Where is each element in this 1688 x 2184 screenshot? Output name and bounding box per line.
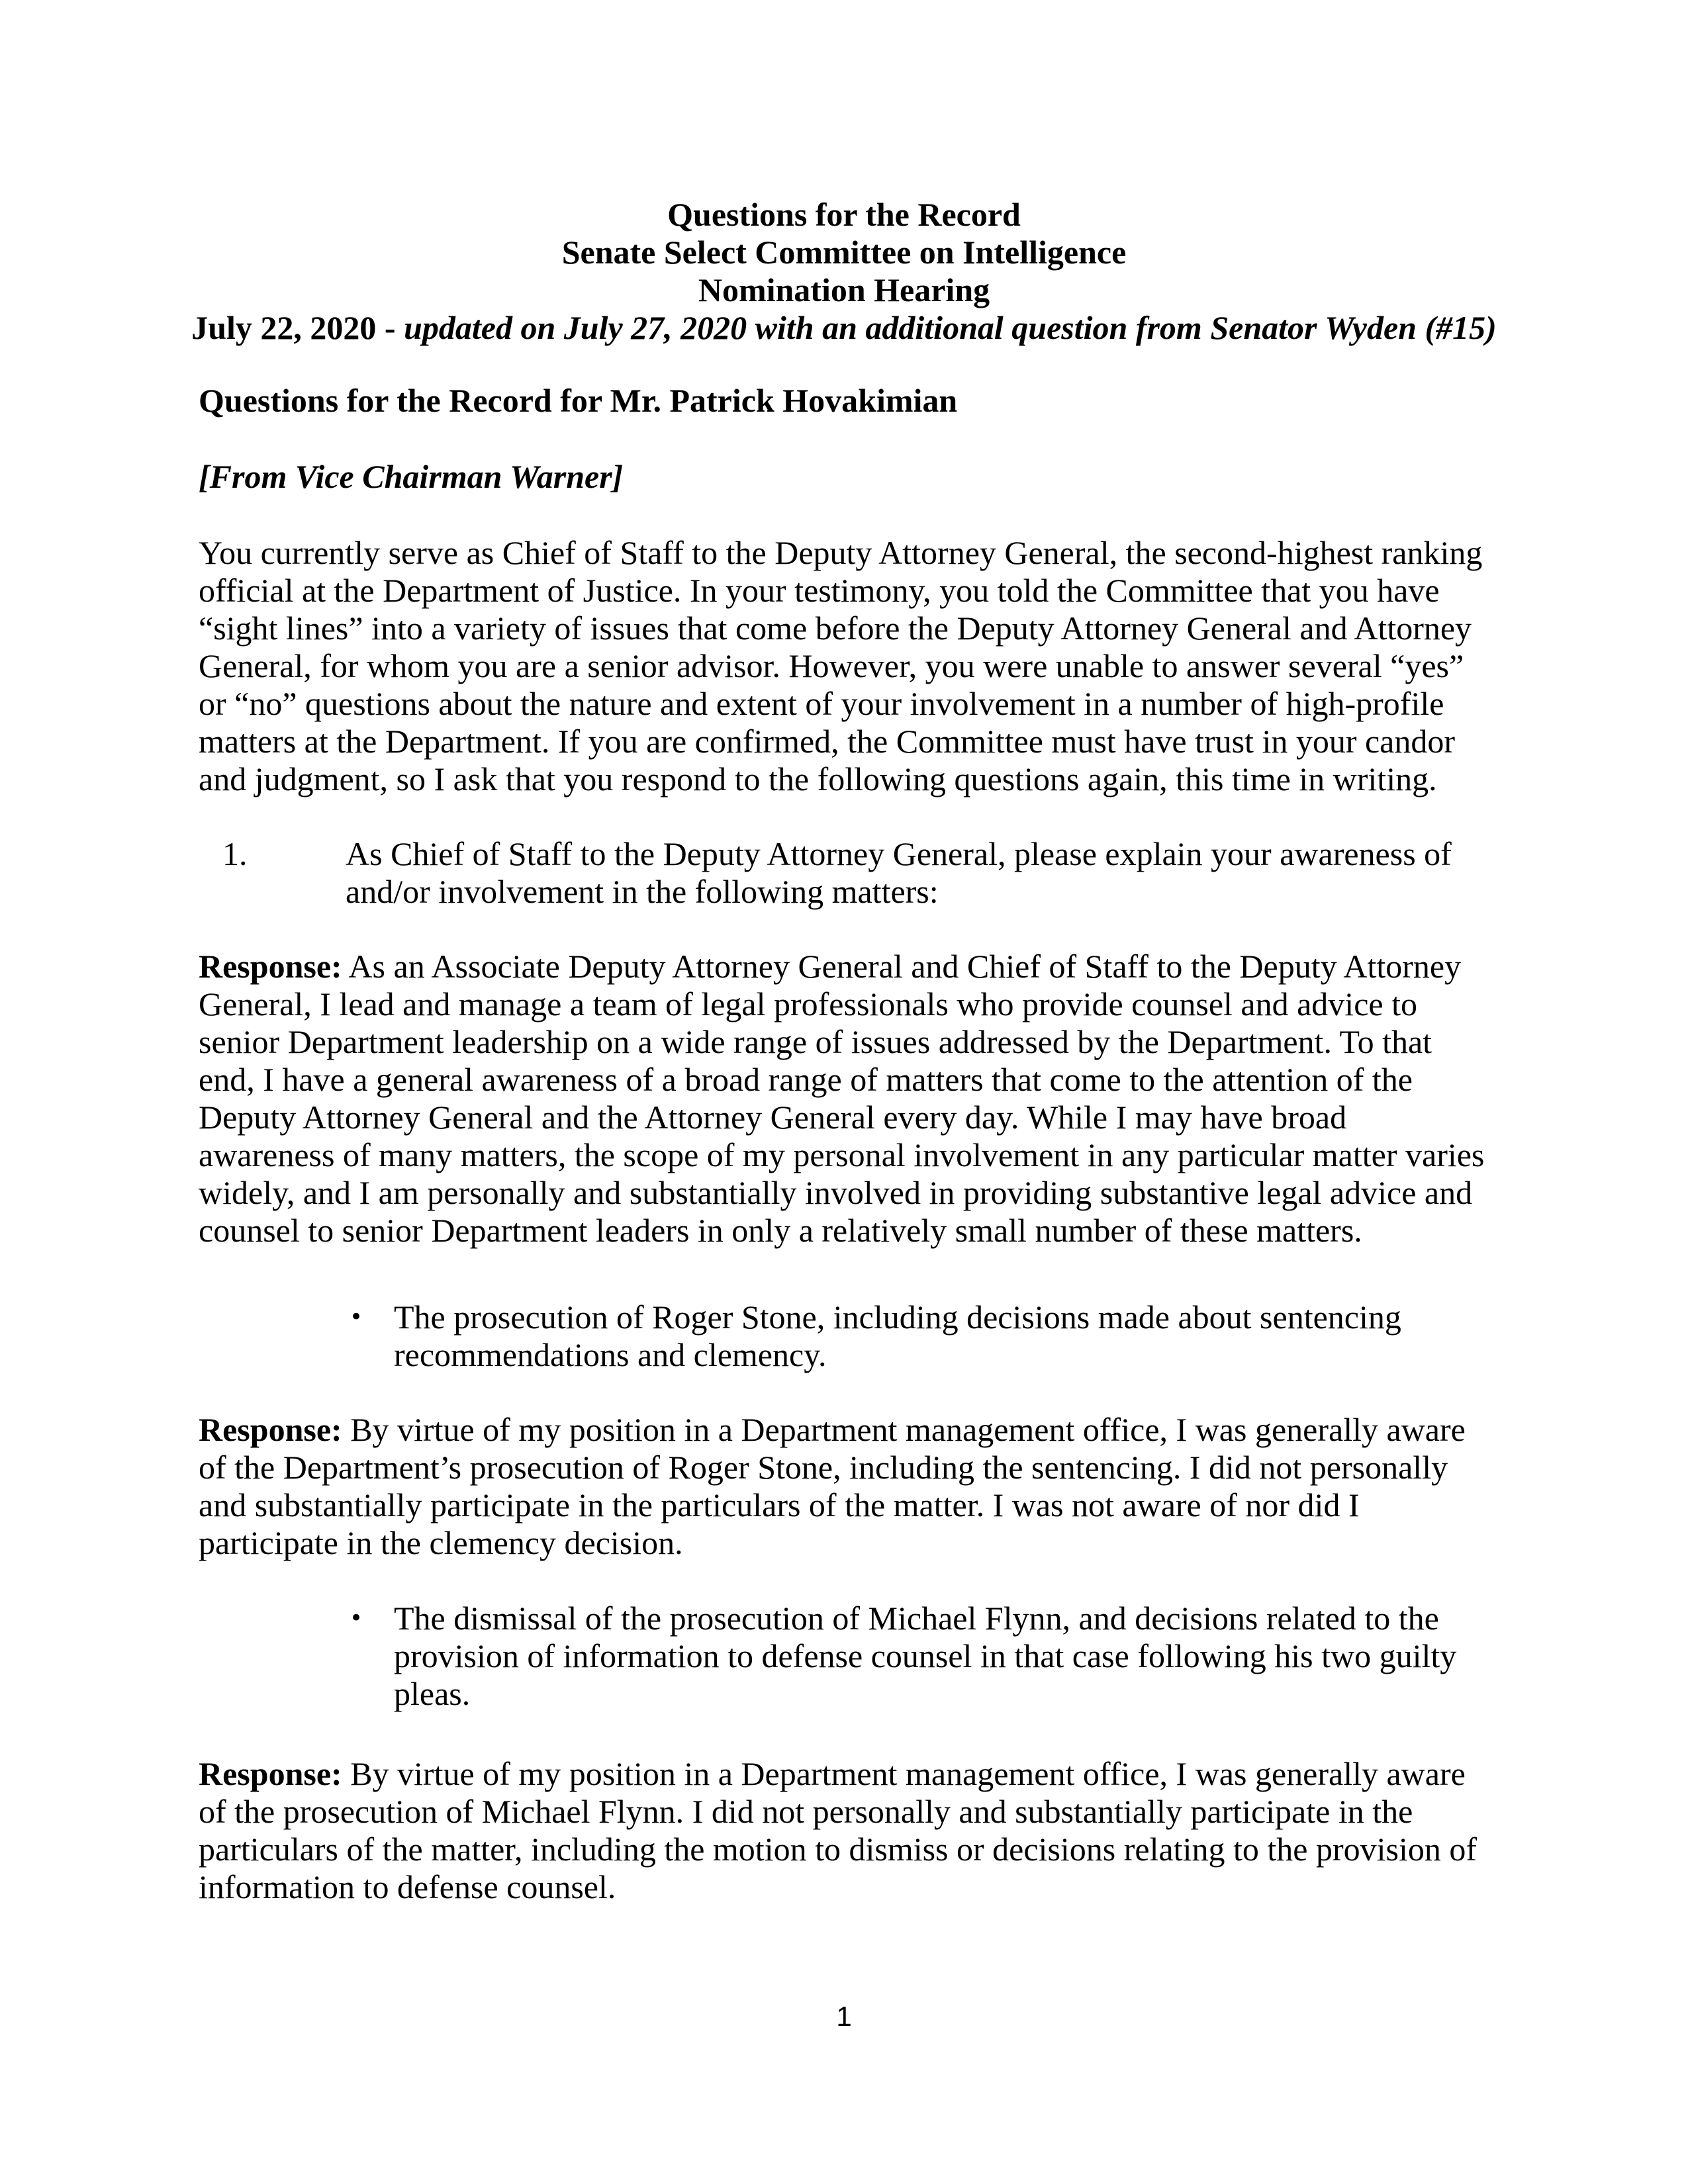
section-heading: Questions for the Record for Mr. Patrick Hovakimian: [199, 382, 958, 419]
intro-paragraph: [199, 534, 1496, 798]
bullet-text: [394, 1298, 1499, 1374]
question-line: As Chief of Staff to the Deputy Attorney General, please explain your awareness of: [346, 835, 1452, 872]
bullet-icon: •: [350, 1304, 363, 1330]
question-number: 1.: [222, 835, 248, 872]
bullet-line: The dismissal of the prosecution of Michael Flynn, and decisions related to the: [394, 1600, 1439, 1637]
document-header: [165, 196, 1523, 347]
response-text: By virtue of my position in a Department management office, I was generally aware: [342, 1411, 1466, 1448]
bullet-line: recommendations and clemency.: [394, 1336, 827, 1373]
header-dateline: [165, 309, 1523, 347]
bullet-text: [394, 1600, 1499, 1713]
header-committee: Senate Select Committee on Intelligence: [561, 234, 1127, 271]
intro-line: “sight lines” into a variety of issues that come before the Deputy Attorney General and Attorney: [199, 610, 1472, 647]
header-update-note: updated on July 27, 2020 with an additional question from Senator Wyden (#15): [404, 309, 1497, 346]
intro-line: matters at the Department. If you are confirmed, the Committee must have trust in your candor: [199, 723, 1456, 760]
response-line: information to defense counsel.: [199, 1868, 616, 1905]
header-title: Questions for the Record: [667, 196, 1021, 233]
response-line: Deputy Attorney General and the Attorney General every day. While I may have broad: [199, 1099, 1347, 1136]
response-label: Response:: [199, 1755, 342, 1792]
response-first-line: [199, 1411, 1496, 1449]
response-line: end, I have a general awareness of a broad range of matters that come to the attention of the: [199, 1061, 1413, 1098]
response-line: widely, and I am personally and substantially involved in providing substantive legal advice and: [199, 1174, 1473, 1211]
response-line: and substantially participate in the particulars of the matter. I was not aware of nor did I: [199, 1486, 1360, 1524]
response-line: of the Department’s prosecution of Roger Stone, including the sentencing. I did not personally: [199, 1449, 1448, 1486]
response-label: Response:: [199, 1411, 342, 1448]
header-date: July 22, 2020 -: [191, 309, 396, 346]
response-text: As an Associate Deputy Attorney General and Chief of Staff to the Deputy Attorney: [342, 948, 1462, 985]
intro-line: or “no” questions about the nature and extent of your involvement in a number of high-profile: [199, 685, 1444, 722]
bullet-line: provision of information to defense counsel in that case following his two guilty: [394, 1637, 1457, 1674]
intro-line: General, for whom you are a senior advisor. However, you were unable to answer several “yes”: [199, 647, 1464, 684]
response-label: Response:: [199, 948, 342, 985]
intro-line: You currently serve as Chief of Staff to the Deputy Attorney General, the second-highest ranking: [199, 534, 1483, 571]
question-text: [346, 835, 1497, 911]
bullet-line: pleas.: [394, 1675, 471, 1712]
response-line: particulars of the matter, including the motion to dismiss or decisions relating to the provision of: [199, 1831, 1477, 1868]
response-line: counsel to senior Department leaders in only a relatively small number of these matters.: [199, 1212, 1362, 1249]
intro-line: official at the Department of Justice. In your testimony, you told the Committee that you have: [199, 572, 1440, 609]
response-first-line: [199, 948, 1496, 985]
response-paragraph: [199, 1411, 1496, 1562]
response-first-line: [199, 1755, 1496, 1793]
header-event: Nomination Hearing: [698, 271, 990, 308]
response-line: awareness of many matters, the scope of my personal involvement in any particular matter varies: [199, 1136, 1485, 1173]
response-line: of the prosecution of Michael Flynn. I did not personally and substantially participate in the: [199, 1793, 1413, 1830]
response-line: senior Department leadership on a wide range of issues addressed by the Department. To that: [199, 1023, 1432, 1060]
response-line: participate in the clemency decision.: [199, 1524, 683, 1561]
from-label: [From Vice Chairman Warner]: [199, 458, 624, 495]
response-paragraph: [199, 948, 1496, 1250]
intro-line: and judgment, so I ask that you respond to the following questions again, this time in writing.: [199, 760, 1437, 797]
bullet-line: The prosecution of Roger Stone, including decisions made about sentencing: [394, 1298, 1401, 1336]
response-line: General, I lead and manage a team of legal professionals who provide counsel and advice to: [199, 985, 1417, 1023]
bullet-icon: •: [350, 1605, 363, 1631]
response-text: By virtue of my position in a Department management office, I was generally aware: [342, 1755, 1466, 1792]
response-paragraph: [199, 1755, 1496, 1906]
page-number: 1: [836, 2001, 852, 2032]
question-line: and/or involvement in the following matters:: [346, 873, 939, 910]
